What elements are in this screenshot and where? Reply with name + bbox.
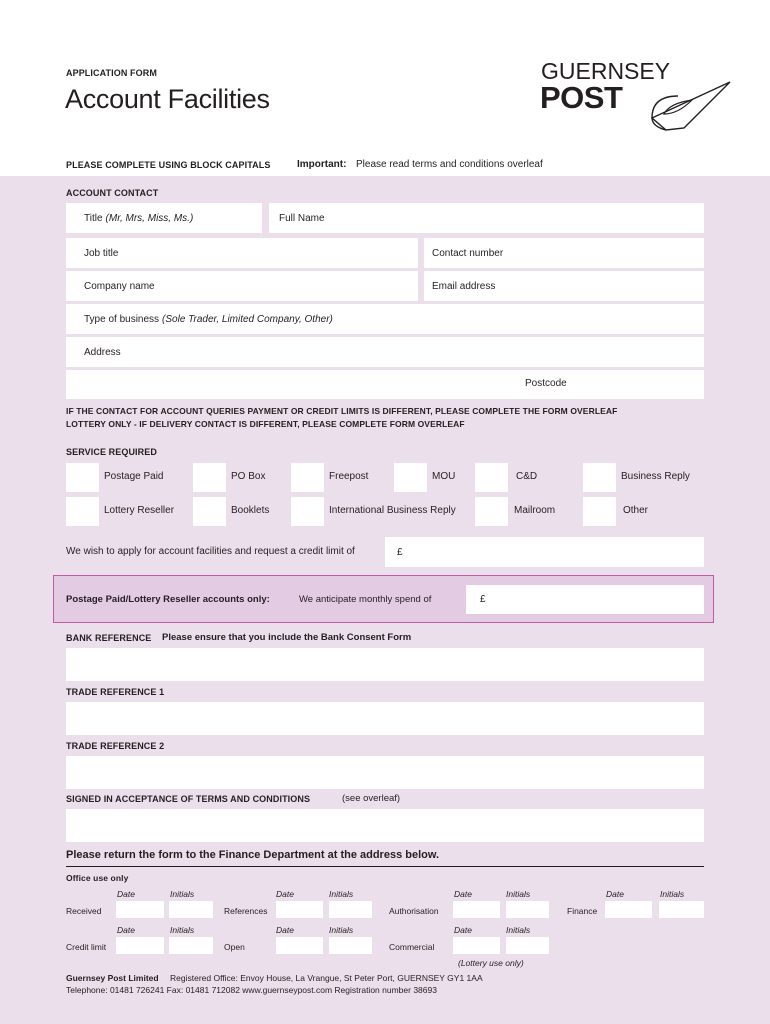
address-label: Address [84, 346, 121, 358]
guernsey-post-logo [540, 58, 730, 134]
office-finance-label: Finance [567, 906, 598, 916]
company-name-label: Company name [84, 280, 155, 292]
title-label: Title [84, 212, 103, 224]
office-credit-limit-label: Credit limit [66, 942, 107, 952]
office-initials-header: Initials [329, 925, 354, 935]
checkbox-c-and-d[interactable] [475, 463, 508, 492]
credit-limit-text: We wish to apply for account facilities and request a credit limit of [66, 546, 355, 557]
label-business-reply: Business Reply [621, 471, 690, 482]
office-references-label: References [224, 906, 268, 916]
address-line-2-field[interactable] [66, 370, 704, 399]
address-field[interactable] [66, 337, 704, 367]
type-of-business-field[interactable] [66, 304, 704, 334]
label-po-box: PO Box [231, 471, 266, 482]
label-booklets: Booklets [231, 505, 270, 516]
label-freepost: Freepost [329, 471, 369, 482]
trade-reference-1-field[interactable] [66, 702, 704, 735]
paper-dart-icon [644, 78, 732, 134]
office-date-header: Date [276, 889, 294, 899]
full-name-label: Full Name [279, 212, 325, 224]
office-date-header: Date [117, 889, 135, 899]
full-name-field[interactable] [269, 203, 704, 233]
important-label: Important: [297, 159, 347, 170]
important-text: Please read terms and conditions overleaf [356, 159, 543, 170]
contact-number-field[interactable] [424, 238, 704, 268]
service-required-heading: SERVICE REQUIRED [66, 447, 157, 457]
trade-reference-1-heading: TRADE REFERENCE 1 [66, 687, 165, 697]
email-field[interactable] [424, 271, 704, 301]
signature-field[interactable] [66, 809, 704, 842]
block-capitals-instruction: PLEASE COMPLETE USING BLOCK CAPITALS [66, 160, 271, 170]
bank-reference-field[interactable] [66, 648, 704, 681]
return-divider [66, 866, 704, 867]
office-date-header: Date [454, 889, 472, 899]
bank-reference-note: Please ensure that you include the Bank Consent Form [162, 632, 412, 643]
page-title: Account Facilities [65, 84, 270, 114]
signed-heading: SIGNED IN ACCEPTANCE OF TERMS AND CONDITIONS [66, 794, 311, 804]
email-label: Email address [432, 280, 496, 292]
job-title-field[interactable] [66, 238, 418, 268]
title-hint: (Mr, Mrs, Miss, Ms.) [105, 212, 194, 224]
office-initials-header: Initials [506, 925, 531, 935]
trade-reference-2-field[interactable] [66, 756, 704, 789]
label-mou: MOU [432, 471, 456, 482]
office-date-header: Date [276, 925, 294, 935]
open-initials-box[interactable] [329, 937, 372, 954]
checkbox-postage-paid[interactable] [66, 463, 99, 492]
finance-initials-box[interactable] [659, 901, 704, 918]
office-initials-header: Initials [660, 889, 685, 899]
office-authorisation-label: Authorisation [389, 906, 439, 916]
open-date-box[interactable] [276, 937, 323, 954]
lottery-use-note: (Lottery use only) [458, 958, 524, 968]
type-of-business-label: Type of business [84, 313, 160, 325]
account-contact-heading: ACCOUNT CONTACT [66, 188, 159, 198]
checkbox-mou[interactable] [394, 463, 427, 492]
credit-limit-initials-box[interactable] [169, 937, 213, 954]
contact-note-1: IF THE CONTACT FOR ACCOUNT QUERIES PAYMENT OR CREDIT LIMITS IS DIFFERENT, PLEASE COMPLETE THE FORM OVERLEAF [66, 406, 618, 416]
commercial-initials-box[interactable] [506, 937, 549, 954]
postcode-label: Postcode [525, 378, 567, 389]
credit-currency-symbol: £ [397, 546, 403, 558]
checkbox-mailroom[interactable] [475, 497, 508, 526]
label-lottery-reseller: Lottery Reseller [104, 505, 175, 516]
footer-address: Registered Office: Envoy House, La Vrangue, St Peter Port, GUERNSEY GY1 1AA [170, 973, 483, 983]
label-postage-paid: Postage Paid [104, 471, 164, 482]
label-international-business-reply: International Business Reply [329, 505, 456, 516]
authorisation-date-box[interactable] [453, 901, 500, 918]
job-title-label: Job title [84, 247, 119, 259]
monthly-spend-currency: £ [480, 594, 486, 605]
company-name-field[interactable] [66, 271, 418, 301]
office-use-heading: Office use only [66, 873, 129, 883]
checkbox-po-box[interactable] [193, 463, 226, 492]
office-date-header: Date [117, 925, 135, 935]
checkbox-other[interactable] [583, 497, 616, 526]
checkbox-booklets[interactable] [193, 497, 226, 526]
logo-text-guernsey: GUERNSEY [541, 58, 671, 84]
logo-text-post: POST [540, 80, 623, 115]
finance-date-box[interactable] [605, 901, 652, 918]
trade-reference-2-heading: TRADE REFERENCE 2 [66, 741, 165, 751]
return-instruction: Please return the form to the Finance Department at the address below. [66, 849, 440, 861]
label-c-and-d: C&D [516, 471, 538, 482]
contact-note-2: LOTTERY ONLY - IF DELIVERY CONTACT IS DIFFERENT, PLEASE COMPLETE FORM OVERLEAF [66, 419, 465, 429]
checkbox-freepost[interactable] [291, 463, 324, 492]
label-mailroom: Mailroom [514, 505, 556, 516]
checkbox-international-business-reply[interactable] [291, 497, 324, 526]
office-initials-header: Initials [506, 889, 531, 899]
office-commercial-label: Commercial [389, 942, 435, 952]
footer-company: Guernsey Post Limited [66, 973, 159, 983]
received-initials-box[interactable] [169, 901, 213, 918]
office-date-header: Date [606, 889, 624, 899]
references-date-box[interactable] [276, 901, 323, 918]
postage-paid-bold-text: Postage Paid/Lottery Reseller accounts only: [66, 594, 270, 605]
received-date-box[interactable] [116, 901, 164, 918]
contact-number-label: Contact number [432, 247, 504, 259]
form-type-label: APPLICATION FORM [66, 68, 157, 78]
credit-limit-field[interactable] [385, 537, 704, 567]
commercial-date-box[interactable] [453, 937, 500, 954]
footer-contact-line: Telephone: 01481 726241 Fax: 01481 712082 www.guernseypost.com Registration number 38693 [66, 985, 437, 995]
office-received-label: Received [66, 906, 102, 916]
title-field[interactable] [66, 203, 262, 233]
authorisation-initials-box[interactable] [506, 901, 549, 918]
office-initials-header: Initials [170, 925, 195, 935]
office-date-header: Date [454, 925, 472, 935]
credit-limit-date-box[interactable] [116, 937, 164, 954]
bank-reference-heading: BANK REFERENCE [66, 633, 152, 643]
checkbox-business-reply[interactable] [583, 463, 616, 492]
label-other: Other [623, 505, 649, 516]
type-of-business-hint: (Sole Trader, Limited Company, Other) [162, 313, 333, 325]
monthly-spend-field[interactable] [466, 585, 704, 614]
postage-paid-text: We anticipate monthly spend of [299, 594, 432, 605]
references-initials-box[interactable] [329, 901, 372, 918]
checkbox-lottery-reseller[interactable] [66, 497, 99, 526]
signed-note: (see overleaf) [342, 793, 401, 804]
office-open-label: Open [224, 942, 245, 952]
office-initials-header: Initials [170, 889, 195, 899]
office-initials-header: Initials [329, 889, 354, 899]
